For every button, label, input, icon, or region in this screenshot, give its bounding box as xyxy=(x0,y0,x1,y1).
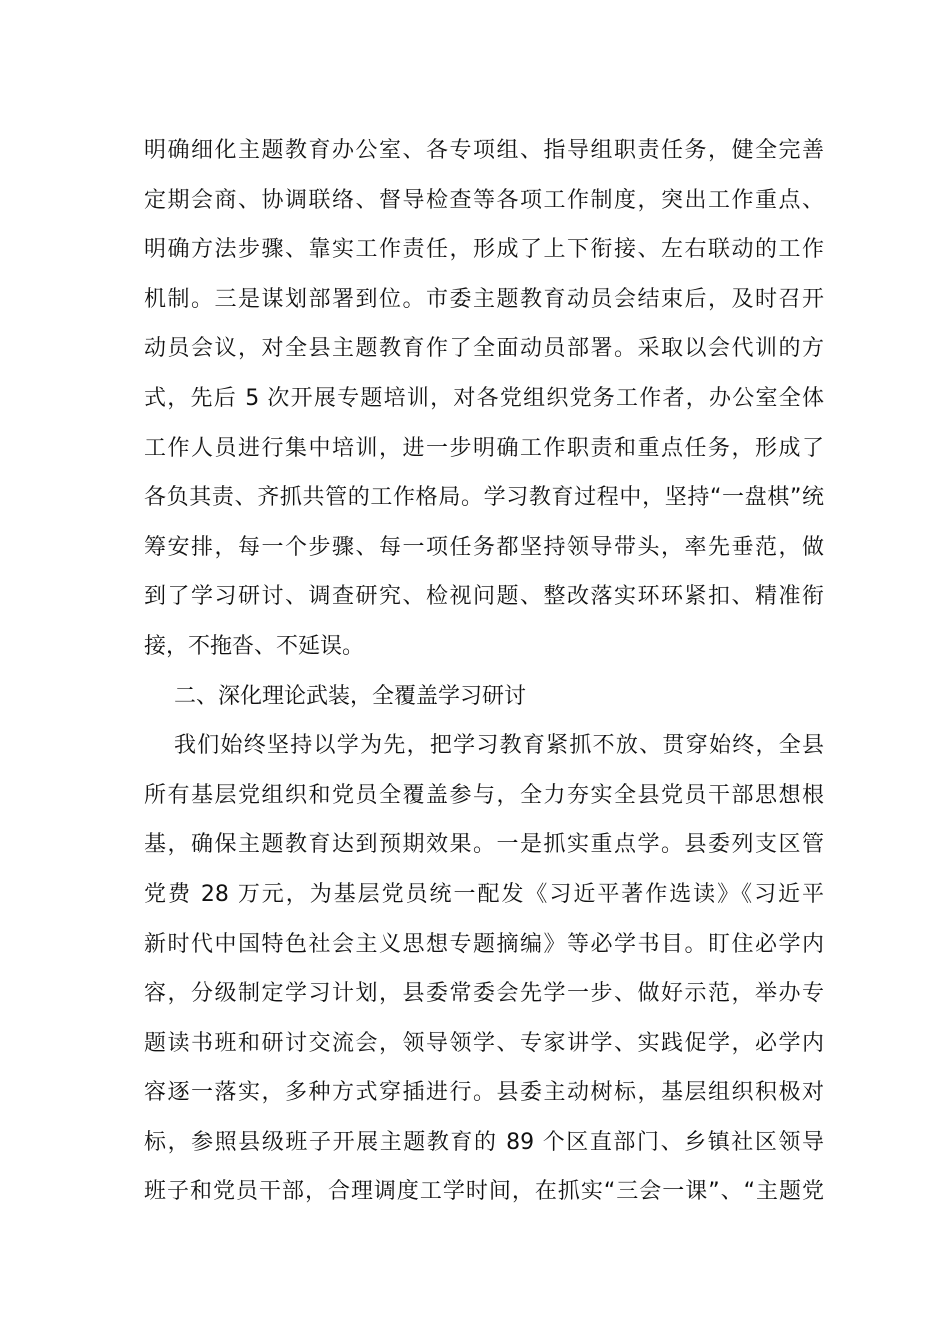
text-line: 明确细化主题教育办公室、各专项组、指导组职责任务，健全完善 xyxy=(144,138,824,163)
text-line: 动员会议，对全县主题教育作了全面动员部署。采取以会代训的方 xyxy=(144,336,824,362)
text-line: 所有基层党组织和党员全覆盖参与，全力夯实全县党员干部思想根 xyxy=(144,782,824,808)
text-line: 工作人员进行集中培训，进一步明确工作职责和重点任务，形成了 xyxy=(144,435,824,461)
text-line: 到了学习研讨、调查研究、检视问题、整改落实环环紧扣、精准衔 xyxy=(144,584,824,610)
text-line: 接，不拖沓、不延误。 xyxy=(144,633,365,659)
text-line: 机制。三是谋划部署到位。市委主题教育动员会结束后，及时召开 xyxy=(144,286,824,312)
text-line: 容逐一落实，多种方式穿插进行。县委主动树标，基层组织积极对 xyxy=(144,1080,824,1106)
text-line: 基，确保主题教育达到预期效果。一是抓实重点学。县委列支区管 xyxy=(144,832,824,858)
text-line: 我们始终坚持以学为先，把学习教育紧抓不放、贯穿始终，全县 xyxy=(174,733,824,759)
section-heading: 二、深化理论武装，全覆盖学习研讨 xyxy=(174,683,527,709)
text-line: 筹安排，每一个步骤、每一项任务都坚持领导带头，率先垂范，做 xyxy=(144,534,824,560)
text-line: 容，分级制定学习计划，县委常委会先学一步、做好示范，举办专 xyxy=(144,981,824,1007)
text-line: 班子和党员干部，合理调度工学时间，在抓实“三会一课”、“主题党 xyxy=(144,1179,824,1205)
text-line: 明确方法步骤、靠实工作责任，形成了上下衔接、左右联动的工作 xyxy=(144,237,824,263)
text-line: 题读书班和研讨交流会，领导领学、专家讲学、实践促学，必学内 xyxy=(144,1030,824,1056)
text-line: 各负其责、齐抓共管的工作格局。学习教育过程中，坚持“一盘棋”统 xyxy=(144,485,824,511)
text-line: 定期会商、协调联络、督导检查等各项工作制度，突出工作重点、 xyxy=(144,187,824,213)
text-line: 式，先后 5 次开展专题培训，对各党组织党务工作者，办公室全体 xyxy=(144,385,824,411)
text-line: 党费 28 万元，为基层党员统一配发《习近平著作选读》《习近平 xyxy=(144,881,824,907)
body-text xyxy=(144,126,824,1217)
text-line: 标，参照县级班子开展主题教育的 89 个区直部门、乡镇社区领导 xyxy=(144,1129,824,1155)
text-line: 新时代中国特色社会主义思想专题摘编》等必学书目。盯住必学内 xyxy=(144,931,824,957)
